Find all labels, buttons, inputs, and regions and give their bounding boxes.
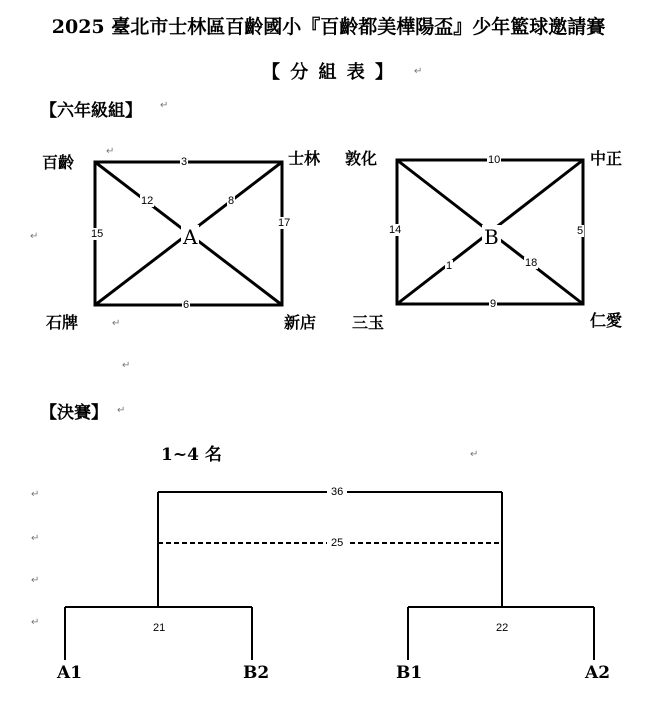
group-b-label: B <box>484 225 499 249</box>
section-grade6: 【六年級組】 <box>40 101 142 121</box>
game-9: 9 <box>490 298 497 310</box>
game-3: 3 <box>181 156 188 168</box>
game-6: 6 <box>183 299 190 311</box>
paragraph-mark: ↵ <box>31 489 40 500</box>
finals-heading: 1~4 名 <box>161 445 222 465</box>
page-subtitle: 【 分 組 表 】 <box>261 62 396 83</box>
paragraph-mark: ↵ <box>30 231 39 242</box>
team-xindian: 新店 <box>284 313 317 332</box>
finals-lines <box>65 492 594 660</box>
paragraph-mark: ↵ <box>470 449 479 460</box>
team-shipai: 石牌 <box>46 313 79 332</box>
game-1: 1 <box>446 260 453 272</box>
seed-a2: A2 <box>585 663 611 683</box>
team-dunhua: 敦化 <box>345 149 378 168</box>
game-12: 12 <box>141 195 154 207</box>
seed-a1: A1 <box>57 663 83 683</box>
game-14: 14 <box>389 224 402 236</box>
game-22: 22 <box>496 622 509 634</box>
seed-b2: B2 <box>243 663 270 683</box>
paragraph-mark: ↵ <box>160 100 169 111</box>
game-15: 15 <box>91 228 104 240</box>
team-shilin: 士林 <box>288 149 321 168</box>
team-zhongzheng: 中正 <box>590 149 623 168</box>
paragraph-mark: ↵ <box>31 617 40 628</box>
paragraph-mark: ↵ <box>414 66 423 77</box>
team-renai: 仁愛 <box>590 311 623 330</box>
game-17: 17 <box>278 217 291 229</box>
paragraph-mark: ↵ <box>31 533 40 544</box>
page-title: 2025 臺北市士林區百齡國小『百齡都美樺陽盃』少年籃球邀請賽 <box>51 16 606 38</box>
paragraph-mark: ↵ <box>122 360 131 371</box>
group-a-label: A <box>183 225 198 249</box>
paragraph-mark: ↵ <box>31 575 40 586</box>
team-bailing: 百齡 <box>42 153 75 172</box>
game-18: 18 <box>525 257 538 269</box>
game-5: 5 <box>577 225 584 237</box>
paragraph-mark: ↵ <box>117 405 126 416</box>
game-8: 8 <box>228 195 235 207</box>
game-36: 36 <box>327 486 347 498</box>
section-final: 【決賽】 <box>40 403 108 423</box>
seed-b1: B1 <box>396 663 423 683</box>
paragraph-mark: ↵ <box>106 146 115 157</box>
paragraph-mark: ↵ <box>112 318 121 329</box>
game-25: 25 <box>327 537 347 549</box>
game-21: 21 <box>153 622 166 634</box>
game-10: 10 <box>488 154 501 166</box>
team-sanyu: 三玉 <box>352 313 385 332</box>
